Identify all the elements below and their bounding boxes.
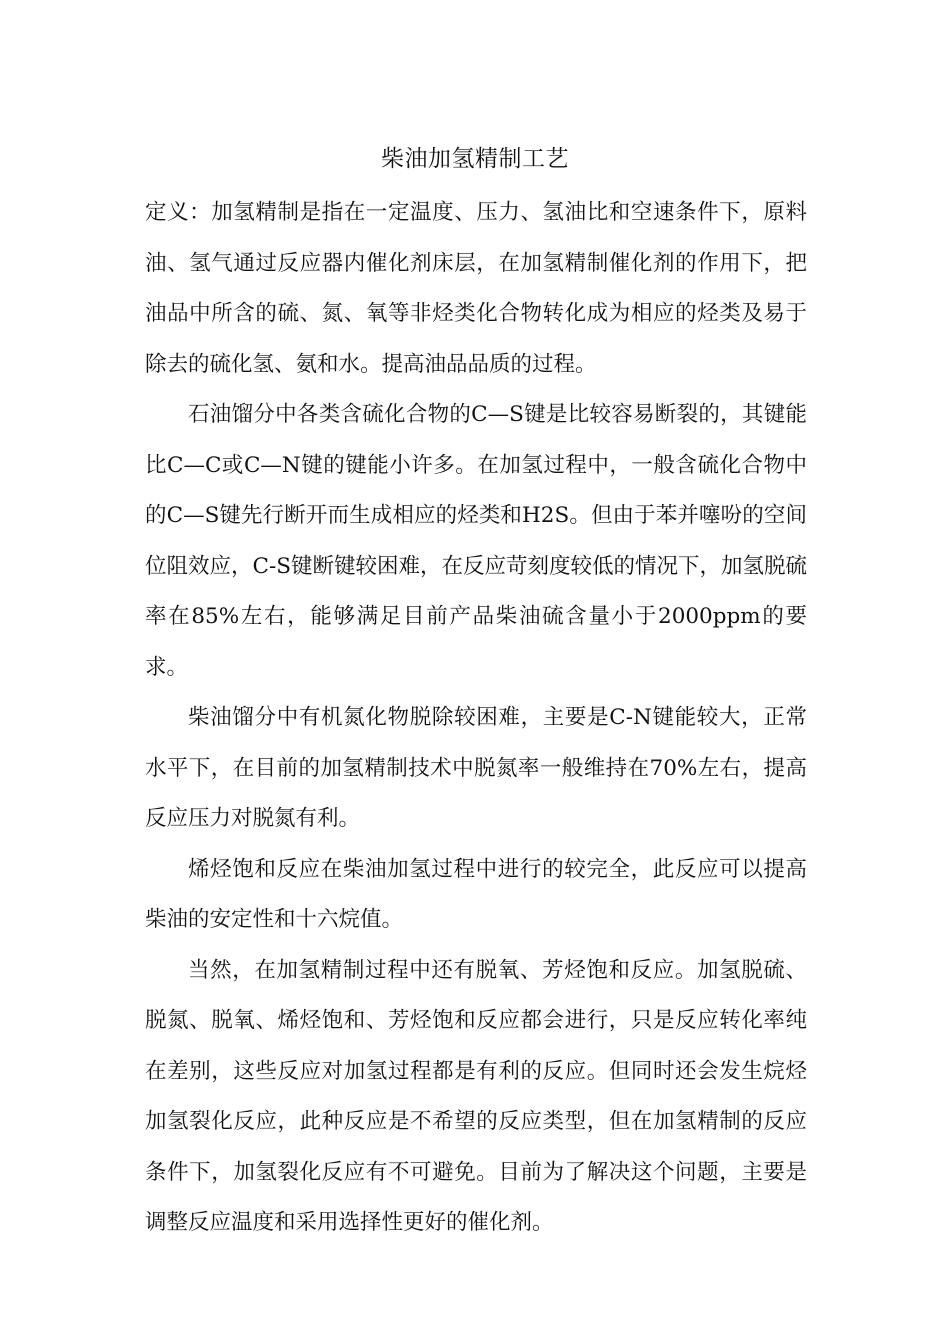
paragraph-desulfurization: 石油馏分中各类含硫化合物的C—S键是比较容易断裂的，其键能比C—C或C—N键的键能小许多。在加氢过程中，一般含硫化合物中的C—S键先行断开而生成相应的烃类和H2S。但由于苯并噻吩的空间位阻效应，C-S键断键较困难，在反应苛刻度较低的情况下，加氢脱硫率在85%左右，能够满足目前产品柴油硫含量小于2000ppm的要求。 [145, 402, 807, 680]
paragraph-definition: 定义：加氢精制是指在一定温度、压力、氢油比和空速条件下，原料油、氢气通过反应器内催化剂床层，在加氢精制催化剂的作用下，把油品中所含的硫、氮、氧等非烃类化合物转化成为相应的烃类及易于除去的硫化氢、氨和水。提高油品品质的过程。 [145, 200, 807, 377]
paragraph-denitrogenation: 柴油馏分中有机氮化物脱除较困难，主要是C-N键能较大，正常水平下，在目前的加氢精制技术中脱氮率一般维持在70%左右，提高反应压力对脱氮有利。 [145, 705, 807, 831]
paragraph-other-reactions: 当然，在加氢精制过程中还有脱氧、芳烃饱和反应。加氢脱硫、脱氮、脱氧、烯烃饱和、芳烃饱和反应都会进行，只是反应转化率纯在差别，这些反应对加氢过程都是有利的反应。但同时还会发生烷烃加氢裂化反应，此种反应是不希望的反应类型，但在加氢精制的反应条件下，加氢裂化反应有不可避免。目前为了解决这个问题，主要是调整反应温度和采用选择性更好的催化剂。 [145, 957, 807, 1235]
document-body [145, 188, 807, 1249]
document-title: 柴油加氢精制工艺 [381, 146, 569, 172]
paragraph-olefin-saturation: 烯烃饱和反应在柴油加氢过程中进行的较完全，此反应可以提高柴油的安定性和十六烷值。 [145, 856, 807, 932]
